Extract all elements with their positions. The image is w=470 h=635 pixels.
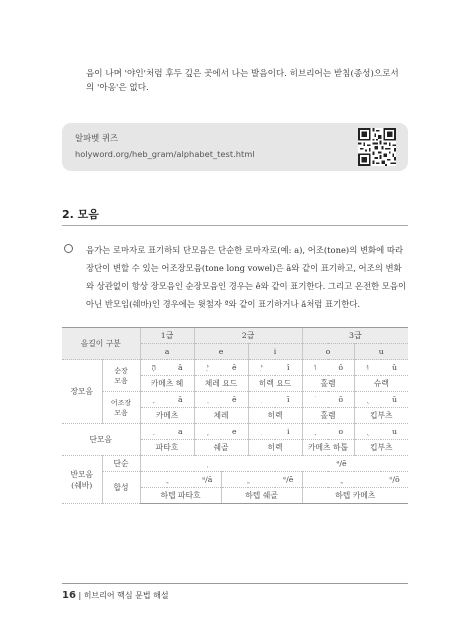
vowel-name: 체레: [194, 408, 248, 424]
section-divider: [62, 225, 408, 226]
vowel-translit: ô: [328, 360, 354, 376]
simple-shewa-label: 단순: [102, 456, 140, 472]
vowel-translit: ê: [221, 360, 248, 376]
vowel-sign: [302, 424, 328, 440]
vowel-name: 쉐골: [194, 440, 248, 456]
vowel-name: 홀렘: [302, 376, 354, 392]
vowel-name: 히렉: [248, 408, 302, 424]
vowel-name: 히렉 요드: [248, 376, 302, 392]
vowel-translit: o: [328, 424, 354, 440]
page-footer: [62, 590, 169, 601]
quiz-url-link[interactable]: holyword.org/heb_gram/alphabet_test.html: [75, 149, 255, 159]
short-vowel-label: 단모음: [62, 424, 140, 456]
vowel-translit: â: [167, 360, 194, 376]
vowel-name: 파타흐: [140, 440, 194, 456]
vowel-table: [62, 327, 408, 504]
vowel-name: 슈렉: [354, 376, 408, 392]
header-vowel-i: i: [248, 344, 302, 360]
header-vowel-o: o: [302, 344, 354, 360]
vowel-translit: ᵒ/ŏ: [381, 472, 408, 488]
vowel-translit: ᵉ/ĕ: [275, 472, 302, 488]
vowel-name: 하텝 카메츠: [302, 488, 408, 504]
vowel-name: 체레 요드: [194, 376, 248, 392]
vowel-translit: e: [221, 424, 248, 440]
vowel-translit: î: [275, 360, 302, 376]
vowel-sign: [354, 424, 381, 440]
long-vowel-label: 장모음: [62, 360, 102, 424]
vowel-sign: [140, 456, 275, 472]
compound-shewa-label: 합성: [102, 472, 140, 504]
vowel-translit: ō: [328, 392, 354, 408]
vowel-sign: [140, 424, 167, 440]
header-vowel-e: e: [194, 344, 248, 360]
vowel-name: 하텝 파타흐: [140, 488, 221, 504]
header-vowel-a: a: [140, 344, 194, 360]
alphabet-quiz-box: [62, 123, 408, 171]
vowel-description: 음가는 로마자로 표기하되 단모음은 단순한 로마자로(예: a), 어조(tone)의 변화에 따라 장단이 변할 수 있는 어조장모음(tone long vowel)은 ā와 같이 표기하고, 어조의 변화와 상관없이 항상 장모음인 순장모음인 경우는 ê와 같이 표기한다. 그리고 온전한 모음이 아닌 반모임(쉐바)인 경우에는 윗첨자 ª와 같이 표기하거나 ă처럼 표기한다.: [86, 245, 407, 309]
vowel-translit: a: [167, 424, 194, 440]
qr-code-icon[interactable]: [358, 128, 396, 166]
vowel-name: 카메츠 하툽: [302, 440, 354, 456]
header-length-label: 음길이 구분: [62, 328, 140, 360]
vowel-translit: ū: [381, 392, 408, 408]
header-grade-3: 3급: [302, 328, 408, 344]
page-number: 16: [62, 590, 76, 601]
vowel-sign: [221, 472, 275, 488]
vowel-name: 카메츠: [140, 408, 194, 424]
vowel-sign: [248, 424, 275, 440]
vowel-name: 카메츠 헤: [140, 376, 194, 392]
header-grade-2: 2급: [194, 328, 302, 344]
footer-divider: [62, 583, 408, 584]
vowel-sign: [302, 392, 328, 408]
vowel-sign: [354, 392, 381, 408]
vowel-translit: ᵊ/ĕ: [275, 456, 408, 472]
vowel-translit: i: [275, 424, 302, 440]
header-grade-1: 1급: [140, 328, 194, 344]
vowel-name: 홀렘: [302, 408, 354, 424]
section-title: 2. 모음: [62, 208, 99, 221]
vowel-sign: ֵי: [194, 360, 221, 376]
vowel-name: 킵부츠: [354, 408, 408, 424]
book-title: | 히브리어 핵심 문법 해설: [78, 591, 169, 600]
vowel-name: 킵부츠: [354, 440, 408, 456]
vowel-translit: ē: [221, 392, 248, 408]
vowel-sign: הָ: [140, 360, 167, 376]
vowel-name: 하텝 쉐골: [221, 488, 302, 504]
circle-bullet-icon: [64, 244, 73, 253]
pure-long-label: 순장 모음: [102, 360, 140, 392]
vowel-sign: וּ: [354, 360, 381, 376]
vowel-name: 히렉: [248, 440, 302, 456]
quiz-title: 알파벳 퀴즈: [75, 133, 119, 143]
vowel-sign: [302, 472, 381, 488]
header-vowel-u: u: [354, 344, 408, 360]
half-vowel-label: 반모음 (쉐바): [62, 456, 102, 504]
vowel-sign: [194, 424, 221, 440]
vowel-sign: ִי: [248, 360, 275, 376]
vowel-sign: [140, 472, 194, 488]
tone-long-label: 어조장 모음: [102, 392, 140, 424]
vowel-translit: û: [381, 360, 408, 376]
vowel-translit: u: [381, 424, 408, 440]
vowel-translit: ā: [167, 392, 194, 408]
intro-paragraph: 음이 나며 '야인'처럼 후두 깊은 곳에서 나는 발음이다. 히브리어는 받침(종성)으로서의 '아옹'은 없다.: [86, 69, 399, 93]
vowel-sign: וֹ: [302, 360, 328, 376]
vowel-sign: [194, 392, 221, 408]
vowel-sign: [248, 392, 275, 408]
vowel-translit: ᵃ/ă: [194, 472, 221, 488]
vowel-sign: [140, 392, 167, 408]
vowel-translit: ī: [275, 392, 302, 408]
